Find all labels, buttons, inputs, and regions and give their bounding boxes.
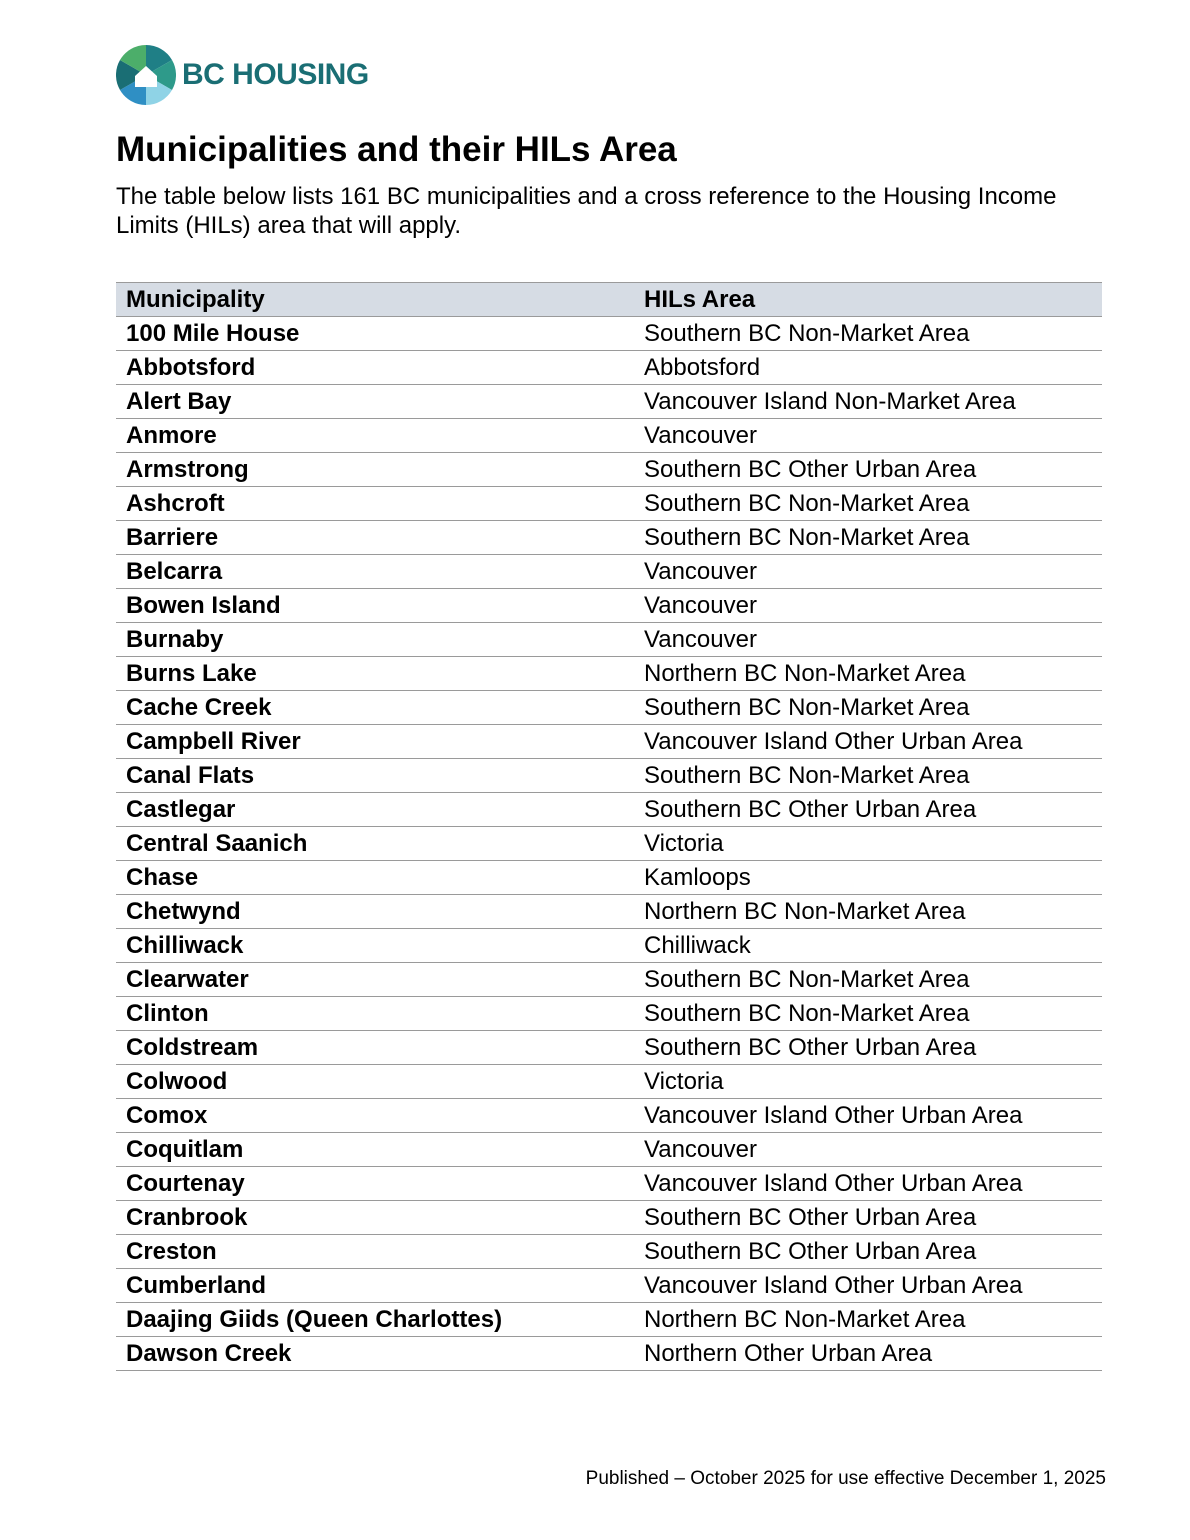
- page-title: Municipalities and their HILs Area: [116, 130, 677, 169]
- municipality-cell: Dawson Creek: [116, 1337, 630, 1371]
- hils-area-cell: Vancouver Island Other Urban Area: [630, 1269, 1102, 1303]
- hils-area-cell: Northern BC Non-Market Area: [630, 895, 1102, 929]
- municipality-cell: Belcarra: [116, 555, 630, 589]
- logo-wordmark: BC HOUSING: [182, 58, 369, 91]
- hils-area-cell: Southern BC Other Urban Area: [630, 1235, 1102, 1269]
- table-row: [116, 1099, 1102, 1133]
- municipality-cell: Coquitlam: [116, 1133, 630, 1167]
- hils-area-cell: Victoria: [630, 827, 1102, 861]
- municipality-cell: Barriere: [116, 521, 630, 555]
- table-row: [116, 997, 1102, 1031]
- municipality-cell: Daajing Giids (Queen Charlottes): [116, 1303, 630, 1337]
- table-row: [116, 759, 1102, 793]
- table-row: [116, 623, 1102, 657]
- municipality-cell: Cranbrook: [116, 1201, 630, 1235]
- municipality-cell: Creston: [116, 1235, 630, 1269]
- hils-area-cell: Southern BC Other Urban Area: [630, 793, 1102, 827]
- hils-area-cell: Vancouver Island Other Urban Area: [630, 1167, 1102, 1201]
- table-row: [116, 725, 1102, 759]
- table-row: [116, 419, 1102, 453]
- intro-paragraph: The table below lists 161 BC municipalities and a cross reference to the Housing Income Limits (HILs) area that will apply.: [116, 183, 1057, 239]
- table-row: [116, 555, 1102, 589]
- municipality-cell: Cumberland: [116, 1269, 630, 1303]
- hils-area-cell: Vancouver: [630, 589, 1102, 623]
- municipality-cell: Cache Creek: [116, 691, 630, 725]
- municipality-cell: Clinton: [116, 997, 630, 1031]
- municipality-cell: Chetwynd: [116, 895, 630, 929]
- publication-footer: Published – October 2025 for use effective December 1, 2025: [585, 1468, 1106, 1489]
- municipality-cell: Courtenay: [116, 1167, 630, 1201]
- table-row: [116, 1303, 1102, 1337]
- municipality-cell: Coldstream: [116, 1031, 630, 1065]
- hils-area-cell: Northern Other Urban Area: [630, 1337, 1102, 1371]
- hils-area-cell: Southern BC Other Urban Area: [630, 1031, 1102, 1065]
- hils-area-cell: Chilliwack: [630, 929, 1102, 963]
- bc-housing-logo: [116, 44, 369, 106]
- bc-housing-house-logo-icon: [116, 45, 176, 105]
- hils-area-cell: Southern BC Non-Market Area: [630, 317, 1102, 351]
- table-row: [116, 861, 1102, 895]
- hils-area-cell: Northern BC Non-Market Area: [630, 1303, 1102, 1337]
- hils-area-cell: Abbotsford: [630, 351, 1102, 385]
- table-row: [116, 385, 1102, 419]
- hils-area-cell: Southern BC Non-Market Area: [630, 691, 1102, 725]
- municipality-cell: Colwood: [116, 1065, 630, 1099]
- table-row: [116, 963, 1102, 997]
- municipality-cell: Burnaby: [116, 623, 630, 657]
- table-row: [116, 1065, 1102, 1099]
- municipality-cell: Central Saanich: [116, 827, 630, 861]
- municipality-cell: 100 Mile House: [116, 317, 630, 351]
- municipality-cell: Bowen Island: [116, 589, 630, 623]
- table-row: [116, 929, 1102, 963]
- table-row: [116, 691, 1102, 725]
- table-row: [116, 895, 1102, 929]
- hils-area-cell: Southern BC Non-Market Area: [630, 759, 1102, 793]
- municipality-cell: Alert Bay: [116, 385, 630, 419]
- hils-area-cell: Southern BC Non-Market Area: [630, 997, 1102, 1031]
- hils-area-cell: Southern BC Non-Market Area: [630, 963, 1102, 997]
- table-row: [116, 1337, 1102, 1371]
- table-row: [116, 1269, 1102, 1303]
- table-row: [116, 793, 1102, 827]
- column-header-municipality: Municipality: [116, 283, 630, 317]
- table-row: [116, 521, 1102, 555]
- municipality-cell: Armstrong: [116, 453, 630, 487]
- hils-area-cell: Southern BC Non-Market Area: [630, 521, 1102, 555]
- hils-area-cell: Southern BC Other Urban Area: [630, 1201, 1102, 1235]
- table-row: [116, 351, 1102, 385]
- municipality-cell: Castlegar: [116, 793, 630, 827]
- table-row: [116, 1133, 1102, 1167]
- table-row: [116, 1235, 1102, 1269]
- hils-area-cell: Vancouver: [630, 555, 1102, 589]
- table-row: [116, 589, 1102, 623]
- municipalities-table: [116, 282, 1102, 1371]
- table-row: [116, 317, 1102, 351]
- hils-area-cell: Vancouver Island Other Urban Area: [630, 1099, 1102, 1133]
- municipality-cell: Comox: [116, 1099, 630, 1133]
- municipality-cell: Anmore: [116, 419, 630, 453]
- municipality-cell: Chase: [116, 861, 630, 895]
- table-row: [116, 487, 1102, 521]
- municipality-cell: Burns Lake: [116, 657, 630, 691]
- hils-area-cell: Vancouver: [630, 1133, 1102, 1167]
- hils-area-cell: Northern BC Non-Market Area: [630, 657, 1102, 691]
- hils-area-cell: Vancouver: [630, 623, 1102, 657]
- hils-area-cell: Vancouver Island Other Urban Area: [630, 725, 1102, 759]
- table-row: [116, 657, 1102, 691]
- table-row: [116, 1201, 1102, 1235]
- column-header-hils-area: HILs Area: [630, 283, 1102, 317]
- table-body: [116, 317, 1102, 1371]
- hils-area-cell: Southern BC Other Urban Area: [630, 453, 1102, 487]
- table-row: [116, 1031, 1102, 1065]
- hils-area-cell: Vancouver: [630, 419, 1102, 453]
- municipality-cell: Canal Flats: [116, 759, 630, 793]
- hils-area-cell: Victoria: [630, 1065, 1102, 1099]
- table-header-row: [116, 283, 1102, 317]
- municipality-cell: Chilliwack: [116, 929, 630, 963]
- table-row: [116, 827, 1102, 861]
- hils-area-cell: Southern BC Non-Market Area: [630, 487, 1102, 521]
- table-row: [116, 1167, 1102, 1201]
- table-row: [116, 453, 1102, 487]
- municipality-cell: Clearwater: [116, 963, 630, 997]
- hils-area-cell: Vancouver Island Non-Market Area: [630, 385, 1102, 419]
- municipality-cell: Campbell River: [116, 725, 630, 759]
- hils-area-cell: Kamloops: [630, 861, 1102, 895]
- municipality-cell: Ashcroft: [116, 487, 630, 521]
- municipality-cell: Abbotsford: [116, 351, 630, 385]
